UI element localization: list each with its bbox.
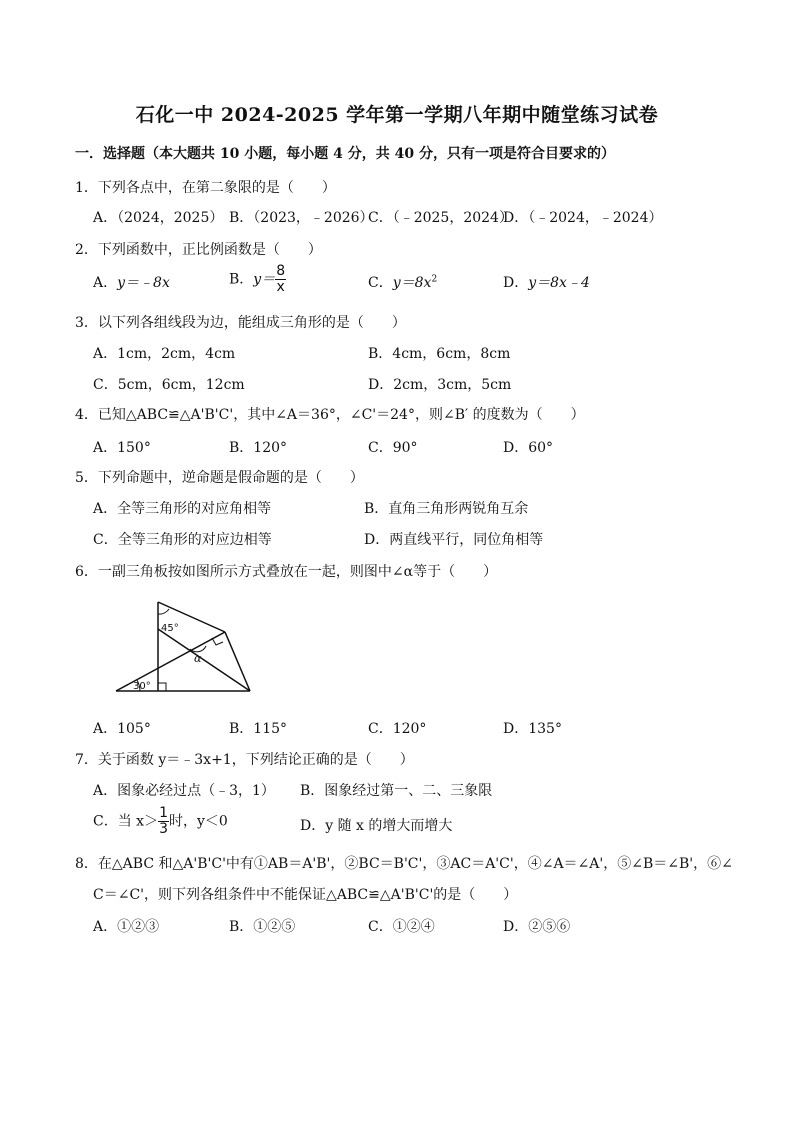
angle-45-arc	[158, 609, 169, 614]
question-6-stem: 6．一副三角板按如图所示方式叠放在一起，则图中∠α等于（ ）	[75, 564, 498, 580]
option-label: A．	[93, 275, 118, 291]
question-6-option-c: C．120°	[368, 721, 427, 737]
question-8-option-a: A．①②③	[93, 919, 160, 935]
question-5-stem: 5．下列命题中，逆命题是假命题的是（ ）	[75, 470, 364, 486]
question-7-option-b: B．图象经过第一、二、三象限	[300, 783, 493, 799]
question-7-option-a: A．图象必经过点（﹣3，1）	[93, 783, 275, 799]
question-4-option-b: B．120°	[229, 440, 288, 456]
formula: y＝	[253, 271, 276, 288]
question-3-option-c: C．5cm，6cm，12cm	[93, 377, 245, 393]
option-text: C．当 x＞	[93, 813, 159, 830]
right-angle-mark-bottom	[158, 683, 166, 691]
question-7-option-c	[93, 806, 228, 837]
question-5-option-a: A．全等三角形的对应角相等	[93, 501, 272, 517]
page-title: 石化一中 2024-2025 学年第一学期八年期中随堂练习试卷	[135, 104, 659, 126]
formula: y＝8x	[392, 275, 432, 291]
exponent: 2	[431, 274, 438, 285]
question-4-stem: 4．已知△ABC≌△A'B'C'，其中∠A＝36°，∠C'＝24°，则∠B′ 的度数为（ ）	[75, 407, 585, 423]
question-5-option-d: D．两直线平行，同位角相等	[364, 532, 544, 548]
question-2-option-c	[368, 272, 437, 292]
fraction	[275, 264, 286, 295]
option-label: B．	[229, 271, 254, 288]
question-2-stem: 2．下列函数中，正比例函数是（ ）	[75, 242, 322, 258]
question-1-option-b: B．（2023，﹣2026）	[229, 210, 374, 226]
question-7-stem: 7．关于函数 y＝﹣3x+1，下列结论正确的是（ ）	[75, 752, 414, 768]
question-3-option-b: B．4cm，6cm，8cm	[368, 346, 511, 362]
question-2-option-d	[503, 272, 590, 292]
question-8-stem-line-2: C＝∠C'，则下列各组条件中不能保证△ABC≌△A'B'C'的是（ ）	[93, 887, 518, 903]
question-3-option-a: A．1cm，2cm，4cm	[93, 346, 236, 362]
formula: y＝8x﹣4	[528, 275, 590, 291]
question-8-option-b: B．①②⑤	[229, 919, 296, 935]
option-label: C．	[368, 275, 393, 291]
question-4-option-a: A．150°	[93, 440, 151, 456]
fraction	[158, 806, 169, 837]
right-angle-mark-top	[212, 638, 223, 645]
numerator: 1	[159, 805, 168, 821]
question-1-stem: 1．下列各点中，在第二象限的是（ ）	[75, 180, 336, 196]
question-1-option-c: C．（﹣2025，2024）	[368, 210, 513, 226]
label-45: 45°	[161, 623, 179, 634]
denominator: 3	[159, 821, 168, 837]
question-5-option-b: B．直角三角形两锐角互余	[364, 501, 529, 517]
question-8-stem-line-1: 8．在△ABC 和△A'B'C'中有①AB＝A'B'，②BC＝B'C'，③AC＝A'C'，④∠A＝∠A'，⑤∠B＝∠B'，⑥∠	[75, 856, 733, 872]
denominator: x	[276, 279, 285, 295]
question-2-option-b	[229, 264, 286, 295]
question-6-option-d: D．135°	[503, 721, 562, 737]
question-1-option-a: A．（2024，2025）	[93, 210, 224, 226]
label-alpha: α	[194, 652, 202, 665]
question-2-option-a	[93, 272, 170, 292]
question-1-option-d: D．（﹣2024，﹣2024）	[503, 210, 663, 226]
question-3-stem: 3．以下列各组线段为边，能组成三角形的是（ ）	[75, 315, 406, 331]
question-6-option-a: A．105°	[93, 721, 151, 737]
formula: y＝﹣8x	[117, 275, 170, 291]
question-4-option-d: D．60°	[503, 440, 554, 456]
question-6-option-b: B．115°	[229, 721, 288, 737]
triangle-rulers-figure	[112, 600, 257, 700]
question-4-option-c: C．90°	[368, 440, 418, 456]
question-3-option-d: D．2cm，3cm，5cm	[368, 377, 512, 393]
numerator: 8	[276, 263, 286, 279]
question-8-option-d: D．②⑤⑥	[503, 919, 571, 935]
label-30: 30°	[133, 681, 151, 692]
section-heading: 一．选择题（本大题共 10 小题，每小题 4 分，共 40 分，只有一项是符合目要求的）	[75, 146, 615, 162]
option-label: D．	[503, 275, 529, 291]
option-text: 时，y＜0	[168, 813, 228, 830]
question-8-option-c: C．①②④	[368, 919, 435, 935]
question-5-option-c: C．全等三角形的对应边相等	[93, 532, 272, 548]
question-7-option-d: D．y 随 x 的增大而增大	[300, 818, 453, 834]
